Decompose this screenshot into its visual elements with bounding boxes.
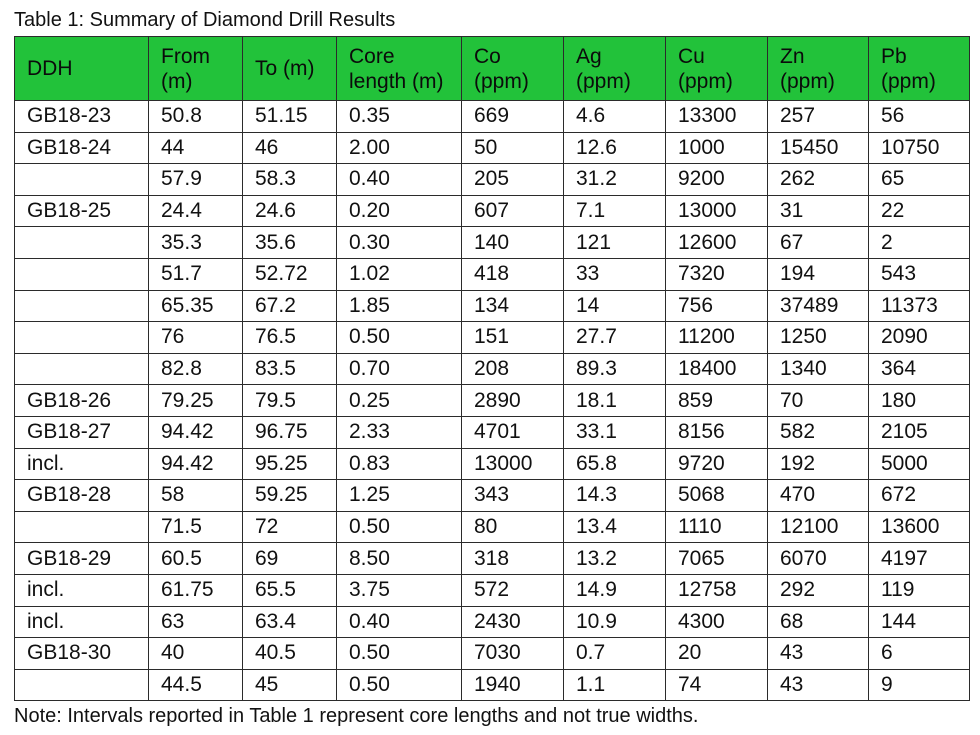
cell-co: 151 [462,322,564,354]
cell-to: 59.25 [243,480,337,512]
cell-ddh: GB18-26 [15,385,149,417]
cell-to: 69 [243,543,337,575]
cell-co: 205 [462,164,564,196]
cell-zn: 262 [768,164,869,196]
table-row [15,164,970,196]
cell-ddh: GB18-24 [15,132,149,164]
cell-to: 95.25 [243,448,337,480]
cell-ag: 14.9 [564,574,666,606]
cell-core-length: 0.50 [337,511,462,543]
table-body [15,101,970,701]
cell-core-length: 0.40 [337,606,462,638]
cell-from: 35.3 [149,227,243,259]
cell-from: 71.5 [149,511,243,543]
table-row [15,606,970,638]
cell-co: 4701 [462,416,564,448]
cell-cu: 9720 [666,448,768,480]
cell-to: 96.75 [243,416,337,448]
cell-ag: 121 [564,227,666,259]
header-cu: Cu (ppm) [666,37,768,101]
cell-ddh [15,322,149,354]
cell-to: 63.4 [243,606,337,638]
cell-to: 40.5 [243,638,337,670]
cell-core-length: 0.70 [337,353,462,385]
cell-cu: 756 [666,290,768,322]
cell-pb: 672 [869,480,970,512]
cell-co: 208 [462,353,564,385]
cell-ag: 7.1 [564,195,666,227]
cell-cu: 20 [666,638,768,670]
cell-from: 58 [149,480,243,512]
table-row [15,290,970,322]
table-caption: Table 1: Summary of Diamond Drill Results [14,9,396,31]
cell-to: 58.3 [243,164,337,196]
cell-pb: 6 [869,638,970,670]
cell-co: 1940 [462,669,564,701]
cell-co: 418 [462,258,564,290]
cell-ag: 14 [564,290,666,322]
cell-to: 24.6 [243,195,337,227]
cell-co: 2430 [462,606,564,638]
cell-ddh: GB18-23 [15,101,149,133]
cell-ddh: GB18-25 [15,195,149,227]
cell-zn: 37489 [768,290,869,322]
cell-from: 79.25 [149,385,243,417]
header-ag: Ag (ppm) [564,37,666,101]
cell-core-length: 0.35 [337,101,462,133]
cell-core-length: 3.75 [337,574,462,606]
table-row [15,258,970,290]
cell-core-length: 2.33 [337,416,462,448]
table-row [15,101,970,133]
cell-zn: 31 [768,195,869,227]
table-row [15,132,970,164]
cell-pb: 364 [869,353,970,385]
cell-ag: 12.6 [564,132,666,164]
cell-co: 607 [462,195,564,227]
cell-pb: 2 [869,227,970,259]
cell-from: 24.4 [149,195,243,227]
cell-co: 50 [462,132,564,164]
cell-to: 46 [243,132,337,164]
cell-to: 52.72 [243,258,337,290]
header-ddh: DDH [15,37,149,101]
cell-to: 65.5 [243,574,337,606]
cell-zn: 12100 [768,511,869,543]
cell-ddh [15,290,149,322]
cell-core-length: 0.50 [337,638,462,670]
cell-ddh: incl. [15,448,149,480]
table-row [15,638,970,670]
table-note: Note: Intervals reported in Table 1 represent core lengths and not true widths. [14,705,699,727]
cell-cu: 9200 [666,164,768,196]
cell-core-length: 2.00 [337,132,462,164]
header-row [15,37,970,101]
cell-pb: 65 [869,164,970,196]
cell-ddh: GB18-27 [15,416,149,448]
cell-core-length: 0.50 [337,669,462,701]
cell-ddh: GB18-29 [15,543,149,575]
cell-ag: 14.3 [564,480,666,512]
cell-ddh: incl. [15,574,149,606]
cell-ag: 33 [564,258,666,290]
cell-co: 318 [462,543,564,575]
cell-pb: 119 [869,574,970,606]
cell-pb: 11373 [869,290,970,322]
cell-ag: 33.1 [564,416,666,448]
cell-pb: 9 [869,669,970,701]
cell-pb: 5000 [869,448,970,480]
cell-core-length: 0.40 [337,164,462,196]
cell-pb: 2090 [869,322,970,354]
cell-core-length: 0.30 [337,227,462,259]
cell-ag: 18.1 [564,385,666,417]
cell-from: 57.9 [149,164,243,196]
cell-co: 7030 [462,638,564,670]
cell-cu: 18400 [666,353,768,385]
table-row [15,385,970,417]
table-row [15,543,970,575]
cell-to: 83.5 [243,353,337,385]
cell-ddh [15,164,149,196]
cell-zn: 194 [768,258,869,290]
cell-pb: 180 [869,385,970,417]
cell-co: 2890 [462,385,564,417]
cell-cu: 5068 [666,480,768,512]
cell-from: 51.7 [149,258,243,290]
cell-pb: 10750 [869,132,970,164]
cell-ag: 4.6 [564,101,666,133]
cell-zn: 43 [768,669,869,701]
cell-from: 44 [149,132,243,164]
cell-co: 140 [462,227,564,259]
cell-cu: 11200 [666,322,768,354]
cell-cu: 13000 [666,195,768,227]
cell-to: 76.5 [243,322,337,354]
cell-to: 35.6 [243,227,337,259]
cell-from: 76 [149,322,243,354]
cell-core-length: 8.50 [337,543,462,575]
cell-zn: 257 [768,101,869,133]
cell-ddh: incl. [15,606,149,638]
cell-from: 65.35 [149,290,243,322]
cell-co: 572 [462,574,564,606]
cell-ddh [15,669,149,701]
cell-pb: 2105 [869,416,970,448]
cell-co: 13000 [462,448,564,480]
header-zn: Zn (ppm) [768,37,869,101]
table-row [15,416,970,448]
cell-pb: 4197 [869,543,970,575]
cell-cu: 1000 [666,132,768,164]
cell-from: 82.8 [149,353,243,385]
cell-zn: 70 [768,385,869,417]
cell-zn: 582 [768,416,869,448]
cell-ddh [15,227,149,259]
table-row [15,669,970,701]
cell-from: 50.8 [149,101,243,133]
cell-ag: 13.4 [564,511,666,543]
cell-ag: 89.3 [564,353,666,385]
cell-to: 45 [243,669,337,701]
cell-from: 40 [149,638,243,670]
cell-ag: 0.7 [564,638,666,670]
cell-zn: 68 [768,606,869,638]
cell-cu: 12758 [666,574,768,606]
cell-from: 94.42 [149,448,243,480]
cell-pb: 144 [869,606,970,638]
table-row [15,353,970,385]
cell-zn: 292 [768,574,869,606]
cell-zn: 15450 [768,132,869,164]
cell-from: 63 [149,606,243,638]
cell-zn: 192 [768,448,869,480]
cell-pb: 13600 [869,511,970,543]
cell-ddh: GB18-28 [15,480,149,512]
table-row [15,574,970,606]
cell-ag: 13.2 [564,543,666,575]
cell-co: 343 [462,480,564,512]
cell-zn: 43 [768,638,869,670]
cell-cu: 859 [666,385,768,417]
header-core-length: Core length (m) [337,37,462,101]
header-co: Co (ppm) [462,37,564,101]
table-row [15,227,970,259]
header-to: To (m) [243,37,337,101]
cell-zn: 470 [768,480,869,512]
cell-from: 61.75 [149,574,243,606]
cell-co: 134 [462,290,564,322]
cell-ddh [15,511,149,543]
header-pb: Pb (ppm) [869,37,970,101]
cell-pb: 22 [869,195,970,227]
cell-pb: 543 [869,258,970,290]
cell-core-length: 0.83 [337,448,462,480]
table-row [15,448,970,480]
table-row [15,480,970,512]
cell-from: 94.42 [149,416,243,448]
cell-ag: 10.9 [564,606,666,638]
cell-cu: 74 [666,669,768,701]
cell-core-length: 0.20 [337,195,462,227]
cell-from: 60.5 [149,543,243,575]
cell-cu: 13300 [666,101,768,133]
cell-pb: 56 [869,101,970,133]
drill-results-table [14,36,970,701]
cell-from: 44.5 [149,669,243,701]
cell-cu: 4300 [666,606,768,638]
cell-core-length: 1.85 [337,290,462,322]
cell-cu: 7320 [666,258,768,290]
cell-zn: 6070 [768,543,869,575]
cell-ag: 31.2 [564,164,666,196]
cell-zn: 1340 [768,353,869,385]
table-row [15,322,970,354]
cell-core-length: 0.25 [337,385,462,417]
cell-ddh: GB18-30 [15,638,149,670]
cell-zn: 1250 [768,322,869,354]
cell-zn: 67 [768,227,869,259]
cell-cu: 12600 [666,227,768,259]
cell-cu: 7065 [666,543,768,575]
table-row [15,195,970,227]
cell-ddh [15,258,149,290]
cell-co: 669 [462,101,564,133]
cell-ag: 65.8 [564,448,666,480]
cell-core-length: 0.50 [337,322,462,354]
cell-cu: 8156 [666,416,768,448]
cell-cu: 1110 [666,511,768,543]
cell-ag: 1.1 [564,669,666,701]
cell-to: 51.15 [243,101,337,133]
cell-core-length: 1.02 [337,258,462,290]
cell-to: 67.2 [243,290,337,322]
cell-core-length: 1.25 [337,480,462,512]
table-row [15,511,970,543]
cell-ddh [15,353,149,385]
cell-to: 79.5 [243,385,337,417]
cell-ag: 27.7 [564,322,666,354]
cell-co: 80 [462,511,564,543]
cell-to: 72 [243,511,337,543]
header-from: From (m) [149,37,243,101]
